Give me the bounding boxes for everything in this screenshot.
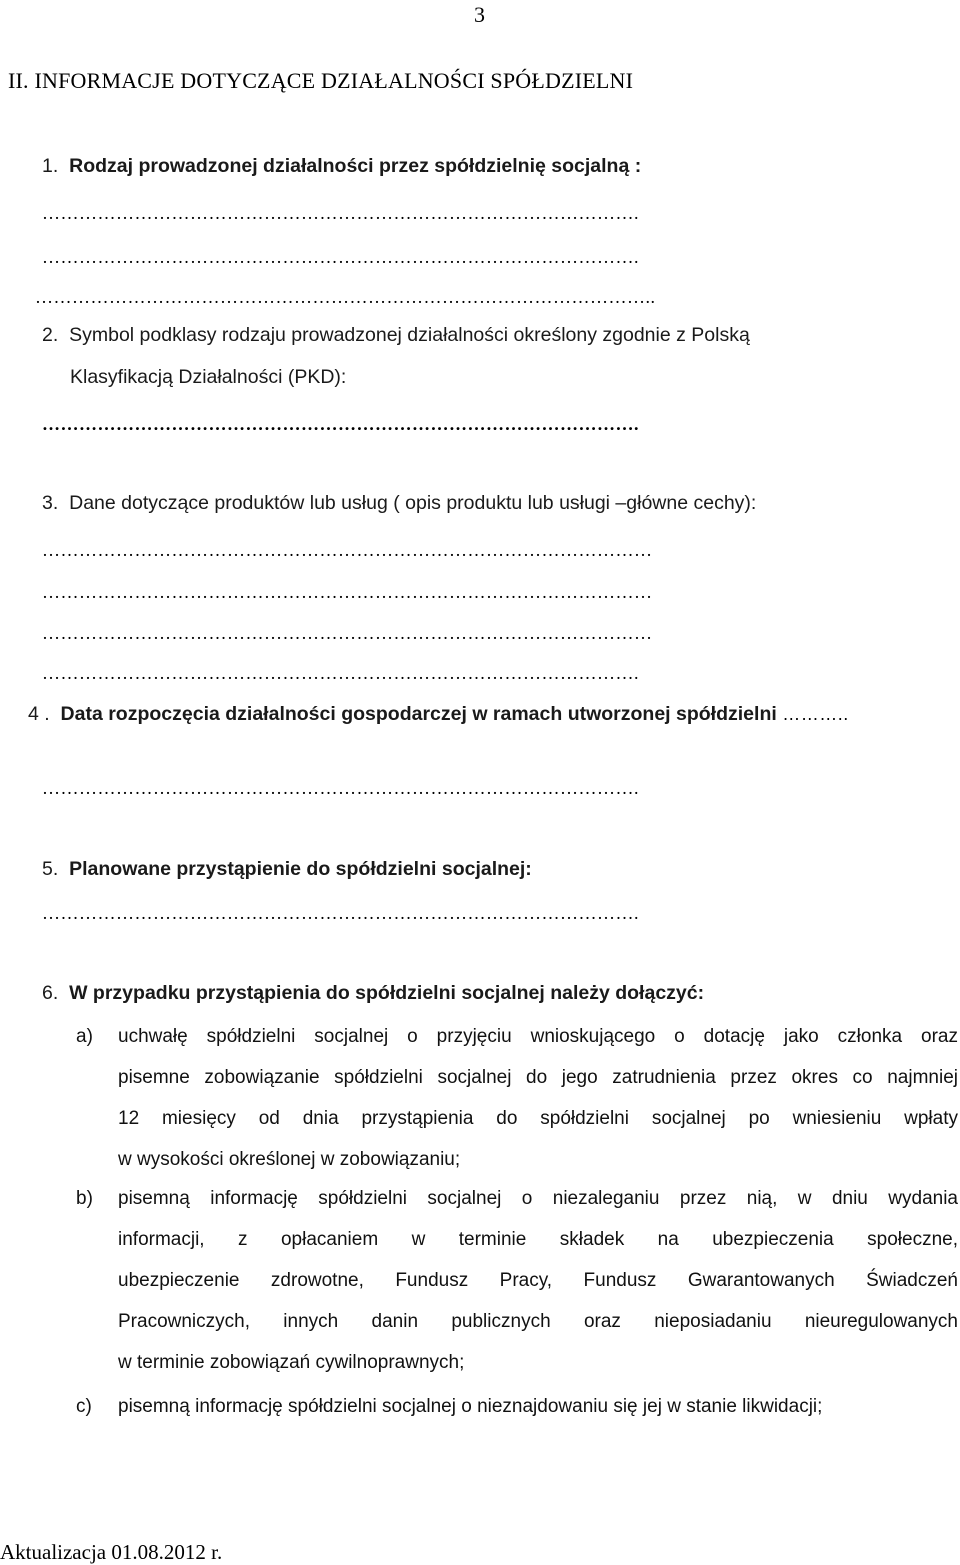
list-item-b-line-4: Pracowniczych, innych danin publicznych oraz nieposiadaniu nieuregulowanych	[118, 1311, 958, 1332]
answer-line-4-1[interactable]: …………………………………………………………………………………….	[42, 778, 639, 798]
list-item-b	[76, 1178, 958, 1383]
answer-line-2-1[interactable]: …………………………………………………………………………………….	[42, 414, 639, 434]
question-6	[42, 982, 704, 1005]
question-1	[42, 155, 641, 178]
list-item-a-line-2: pisemne zobowiązanie spółdzielni socjalnej do jego zatrudnienia przez okres co najmniej	[118, 1067, 958, 1088]
question-5-text: Planowane przystąpienie do spółdzielni socjalnej:	[69, 858, 532, 880]
list-item-c-body	[118, 1386, 958, 1427]
question-2	[42, 324, 750, 347]
list-item-a-line-1: uchwałę spółdzielni socjalnej o przyjęciu wnioskującego o dotację jako członka oraz	[118, 1026, 958, 1047]
list-item-a-body	[118, 1016, 958, 1180]
question-5	[42, 858, 532, 881]
list-item-b-line-5: w terminie zobowiązań cywilnoprawnych;	[118, 1352, 465, 1373]
section-heading: II. INFORMACJE DOTYCZĄCE DZIAŁALNOŚCI SPÓŁDZIELNI	[8, 68, 634, 93]
list-item-b-line-2: informacji, z opłacaniem w terminie składek na ubezpieczenia społeczne,	[118, 1229, 958, 1250]
question-3	[42, 492, 756, 515]
answer-line-3-1[interactable]: ………………………………………………………………………………………	[42, 540, 653, 560]
list-item-c-line-1: pisemną informację spółdzielni socjalnej o nieznajdowaniu się jej w stanie likwidacji;	[118, 1396, 823, 1417]
answer-line-1-1[interactable]: …………………………………………………………………………………….	[42, 203, 639, 223]
question-4-trailing-dots[interactable]: ………..	[782, 704, 849, 724]
question-1-number: 1.	[42, 155, 59, 177]
question-3-number: 3.	[42, 492, 59, 514]
question-4-text: Data rozpoczęcia działalności gospodarczej w ramach utworzonej spółdzielni	[60, 703, 777, 725]
list-item-a-line-3: 12 miesięcy od dnia przystąpienia do spółdzielni socjalnej po wniesieniu wpłaty	[118, 1108, 958, 1129]
answer-line-3-4[interactable]: …………………………………………………………………………………….	[42, 663, 639, 683]
list-item-c-label: c)	[76, 1396, 92, 1417]
list-item-b-label: b)	[76, 1188, 93, 1209]
list-item-a	[76, 1016, 958, 1180]
question-6-text: W przypadku przystąpienia do spółdzielni socjalnej należy dołączyć:	[69, 982, 705, 1004]
question-2-text-line-2: Klasyfikacją Działalności (PKD):	[70, 366, 347, 388]
list-item-a-label: a)	[76, 1026, 93, 1047]
question-2-number: 2.	[42, 324, 59, 346]
list-item-a-line-4: w wysokości określonej w zobowiązaniu;	[118, 1149, 461, 1170]
question-1-text: Rodzaj prowadzonej działalności przez spółdzielnię socjalną :	[69, 155, 642, 177]
question-6-number: 6.	[42, 982, 59, 1004]
list-item-b-line-3: ubezpieczenie zdrowotne, Fundusz Pracy, Fundusz Gwarantowanych Świadczeń	[118, 1270, 958, 1291]
question-5-number: 5.	[42, 858, 59, 880]
question-2-text-line-1: Symbol podklasy rodzaju prowadzonej działalności określony zgodnie z Polską	[69, 324, 750, 346]
list-item-b-line-1: pisemną informację spółdzielni socjalnej o niezaleganiu przez nią, w dniu wydania	[118, 1188, 958, 1209]
list-item-b-body	[118, 1178, 958, 1383]
answer-line-1-2[interactable]: …………………………………………………………………………………….	[42, 247, 639, 267]
list-item-c	[76, 1386, 958, 1427]
question-4-number: 4 .	[28, 703, 50, 725]
question-3-text: Dane dotyczące produktów lub usług ( opis produktu lub usługi –główne cechy):	[69, 492, 757, 514]
page-number: 3	[474, 2, 485, 27]
answer-line-3-3[interactable]: ………………………………………………………………………………………	[42, 623, 653, 643]
answer-line-3-2[interactable]: ………………………………………………………………………………………	[42, 582, 653, 602]
question-4	[28, 703, 849, 726]
footer-update-date: Aktualizacja 01.08.2012 r.	[0, 1540, 223, 1564]
answer-line-5-1[interactable]: …………………………………………………………………………………….	[42, 903, 639, 923]
answer-line-1-3[interactable]: ………………………………………………………………………………………..	[35, 287, 656, 307]
